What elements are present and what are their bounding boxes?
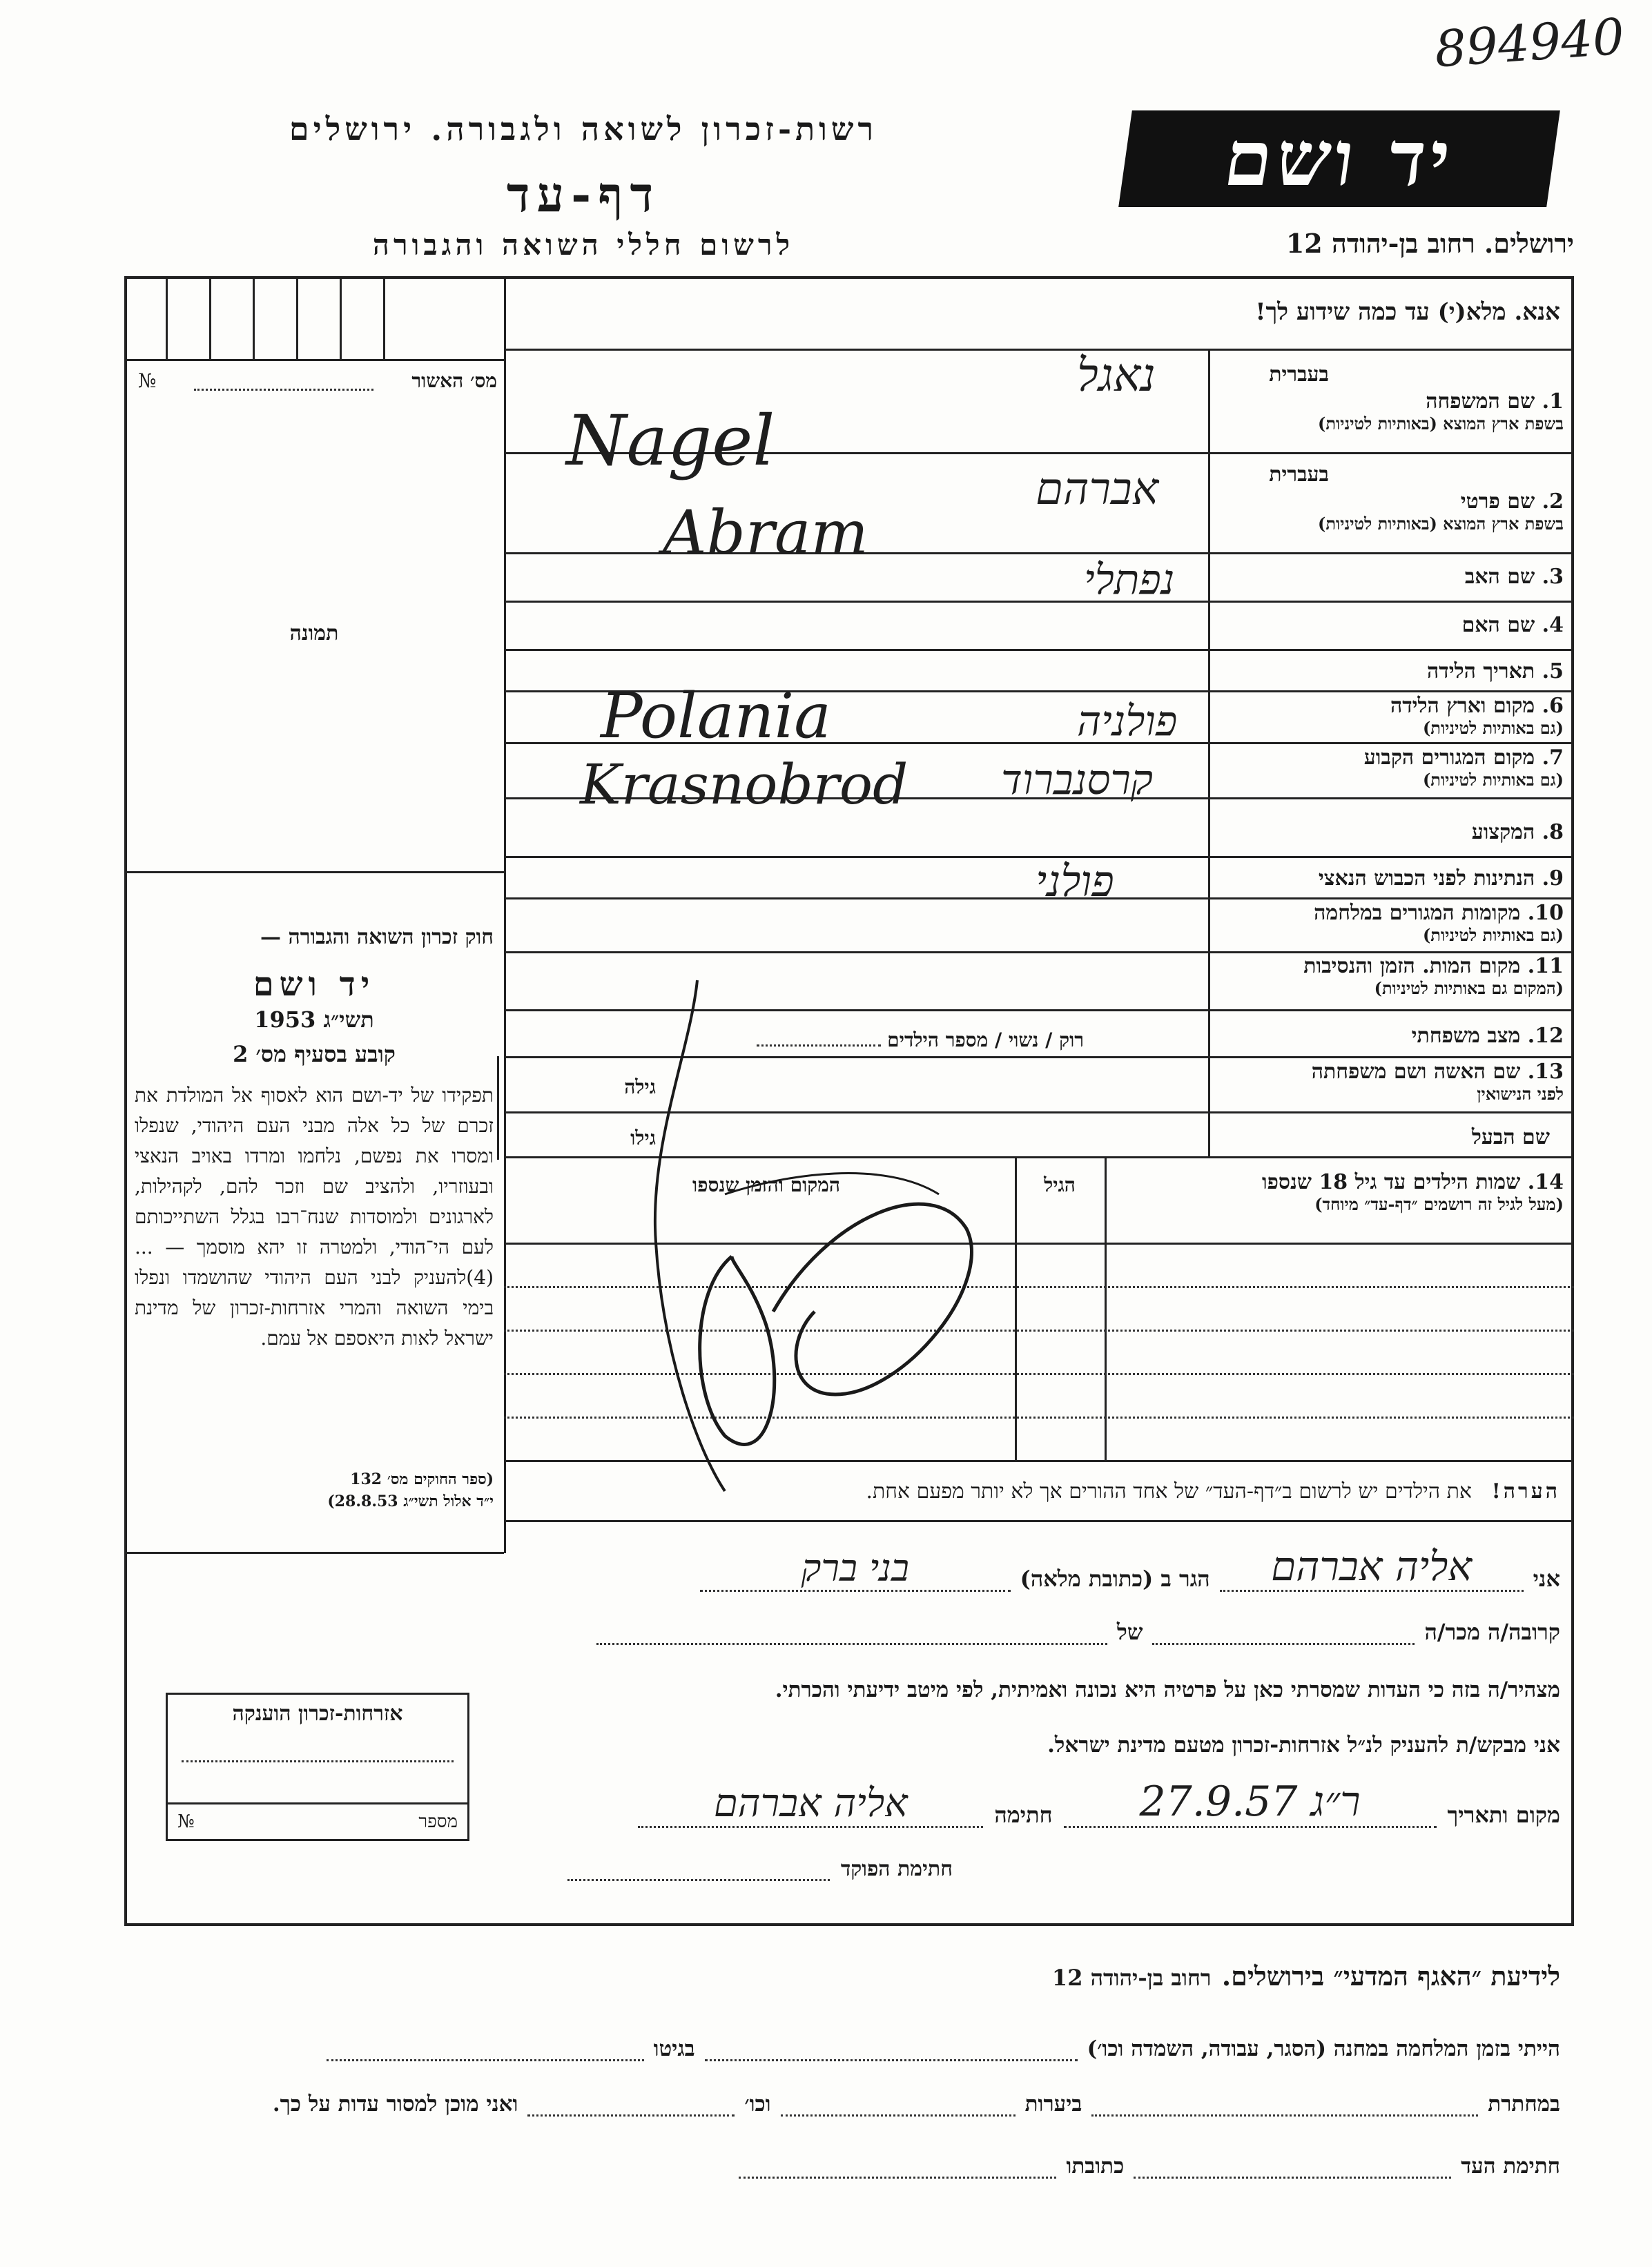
field-6-label-block [1215,694,1564,739]
citizenship-no-label: מספר [418,1811,458,1832]
signature-value: אליה אברהם [638,1781,983,1828]
footer-address: רחוב בן-יהודה 12 [1051,1965,1212,1991]
counter-boxes [124,276,504,359]
children-col-place: המקום והזמן שנספו [692,1174,840,1196]
approval-number [138,369,497,393]
field-10-sub: (גם באותיות לטיניות) [1422,925,1564,945]
value-birthplace-hebrew: פולניה [1077,697,1178,746]
law-source-2: י״ד אלול תשי״ג 28.8.53) [327,1492,494,1510]
declaration-request: אני מבקש/ת להעניק לנ״ל אזרחות-זכרון מטעם מדינת ישראל. [1047,1733,1560,1758]
field-11-label-block [1215,954,1564,999]
form-title: דף-עד [506,166,661,223]
husband-label: שם הבעל [1471,1125,1550,1149]
field-13-label: 13. שם האשה ושם משפחתה [1311,1060,1564,1084]
declaration-line-sign [525,1778,1560,1828]
form-subtitle: לרשום חללי השואה והגבורה [372,228,795,262]
photo-bottom-rule [124,871,504,873]
resides-label: הגר ב (כתובת מלאה) [1020,1566,1210,1592]
logo-text: יד ושם [1218,114,1460,203]
law-title: חוק זכרון השואה והגבורה — [260,925,494,949]
declaration-line-1 [525,1543,1560,1592]
of-label: של [1116,1619,1143,1645]
value-birthplace-latin: Polania [601,680,831,752]
citizenship-number-row [168,1802,467,1839]
field-2-label-block [1215,463,1564,534]
law-text: תפקידו של יד-ושם הוא לאסוף אל המולדת את זכרם של כל אלה מבני העם היהודי, שנפלו ומסרו את נפשם, נלחמו ומרדו באויב הנאצי ובעוזריו, ולהציב שם וזכר להם, לקהילות, לארגונים ולמוסדות שנח־רבו בגלל השתייכותם לעם הי־הודי, ולמטרה זו יהא מוסמך — ...(4)להעניק לבני העם היהודי שהושמדו ונפלו בימי השואה והמרי אזרחות-זכרון של מדינת ישראל לאות היאספם אל עמם. [135,1084,494,1350]
citizenship-title: אזרחות-זכרון הוענקה [232,1702,403,1726]
approval-dots [194,369,373,391]
field-7-sub: (גם באותיות לטיניות) [1422,770,1564,790]
field-7-label: 7. מקום המגורים הקבוע [1363,746,1564,770]
row-10-11-rule [504,951,1574,953]
law-source-1: (ספר החוקים מס׳ 132 [350,1470,494,1488]
footer-title-row [207,1960,1560,1992]
age-label-1: גילה [624,1076,656,1098]
field-13-sub: לפני הנישואין [1477,1084,1564,1104]
photo-label: תמונה [289,621,339,645]
field-12-label: 12. מצב משפחתי [1411,1024,1564,1048]
header-address: ירושלים. רחוב בן-יהודה 12 [1285,228,1574,259]
label-column-divider [1208,349,1210,1156]
yad-vashem-logo [1118,110,1560,207]
declaration-line-2 [525,1619,1560,1645]
left-law-rule [124,1552,504,1554]
citizenship-no-symbol: № [177,1811,195,1832]
officer-dots [567,1858,830,1881]
children-header [1098,1170,1564,1215]
field-10-label-block [1215,901,1564,946]
intro-rule [504,349,1574,351]
witness-address: בני ברק [700,1546,1011,1592]
field-1-sub: בשפת ארץ המוצא (באותיות לטיניות) [1318,413,1564,434]
children-label: 14. שמות הילדים עד גיל 18 שנספו [1261,1170,1564,1194]
ani-label: אני [1533,1566,1560,1592]
field-7-label-block [1215,746,1564,790]
value-firstname-hebrew: אברהם [1036,464,1159,515]
note-label: הערה! [1491,1479,1560,1504]
field-11-label: 11. מקום המות. הזמן והנסיבות [1303,954,1564,978]
children-place-divider [1105,1156,1107,1460]
authority-title: רשות-זכרון לשואה ולגבורה. ירושלים [289,110,878,148]
field-4-label: 4. שם האם [1461,613,1564,637]
officer-label: חתימת הפוקד [840,1857,953,1881]
place-date-value: ר״ג 27.9.57 [1064,1778,1437,1828]
field-10-label: 10. מקומות המגורים במלחמה [1314,901,1564,925]
field-3-label: 3. שם האב [1464,565,1564,589]
value-father: נפתלי [1084,556,1175,604]
value-nationality: פולני [1036,856,1114,906]
field-1-label: 1. שם המשפחה [1426,389,1564,413]
value-firstname-latin: Abram [663,497,868,568]
signature-label: חתימה [994,1802,1053,1828]
footer-line-3: חתימת העד כתובתו [138,2154,1560,2179]
approval-no-symbol: № [138,369,157,392]
value-residence-hebrew: קרסנברוד [1001,756,1153,804]
field-11-sub: (המקום גם באותיות לטיניות) [1374,978,1564,998]
note-text: את הילדים יש לרשום ב״דף-העד״ של אחד ההורים אך לא יותר מפעם אחת. [866,1479,1472,1504]
footer-line-2: במחתרת ביערות וכו׳ ואני מוכן למסור עדות על כך. [272,2092,1560,2117]
value-residence-latin: Krasnobrod [580,752,908,817]
age-divider-1 [497,1056,499,1160]
citizenship-line [182,1760,454,1762]
row-3-4-rule [504,601,1574,603]
marital-options: רוק / נשוי / מספר הילדים [525,1027,1084,1052]
footer-line-1: הייתי בזמן המלחמה במחנה (הסגר, עבודה, השמדה וכו׳) בגיטו [138,2036,1560,2061]
field-6-label: 6. מקום וארץ הלידה [1390,694,1564,718]
law-year: תשי״ג 1953 [254,1006,374,1033]
place-date-label: מקום ותאריך [1447,1802,1560,1828]
footer-box [124,1926,1574,1927]
field-1-hebrew-tag: בעברית [1269,362,1329,387]
citizenship-box [166,1693,469,1841]
children-age-divider [1015,1156,1017,1460]
relation-label: קרובה/ה מכר/ה [1424,1619,1560,1645]
officer-signature-line [525,1857,953,1881]
law-name: יד ושם [253,965,376,1004]
field-13-label-block [1215,1060,1564,1105]
relation-dots [1152,1622,1415,1645]
field-8-label: 8. המקצוע [1471,820,1564,844]
children-col-age: הגיל [1044,1174,1076,1196]
field-2-sub: בשפת ארץ המוצא (באותיות לטיניות) [1318,514,1564,534]
note-bottom-rule [504,1520,1574,1522]
of-dots [596,1622,1107,1645]
row-4-5-rule [504,649,1574,651]
declaration-statement: מצהיר/ה בזה כי העדות שמסרתי כאן על פרטיה היא נכונה ואמיתית, לפי מיטב ידיעתי והכרתי. [775,1677,1560,1702]
intro-question: אנא. מלא(י) עד כמה שידוע לך! [1255,298,1560,326]
field-2-label: 2. שם פרטי [1460,489,1564,514]
field-9-label: 9. הנתינות לפני הכבוש הנאצי [1318,866,1564,891]
footer-title: לידיעת ״האגף המדעי״ בירושלים. [1221,1960,1560,1992]
approval-label: מס׳ האשור [411,369,497,392]
field-5-label: 5. תאריך הלידה [1427,659,1564,683]
left-top-rule [124,359,504,361]
field-6-sub: (גם באותיות לטיניות) [1422,718,1564,738]
field-2-hebrew-tag: בעברית [1269,463,1329,487]
law-section: קובע בסעיף מס׳ 2 [233,1041,396,1067]
field-1-label-block [1215,362,1564,434]
stamp-number: 894940 [1432,7,1626,79]
pen-scribble [608,966,994,1519]
age-label-2: גילו [630,1127,656,1149]
children-sub: (מעל לגיל זה רושמים ״דף-עד״ מיוחד) [1314,1194,1564,1214]
value-surname-hebrew: נאגל [1077,349,1156,402]
value-surname-latin: Nagel [566,400,775,481]
witness-name: אליה אברהם [1220,1543,1524,1592]
left-column-divider [504,276,506,1553]
